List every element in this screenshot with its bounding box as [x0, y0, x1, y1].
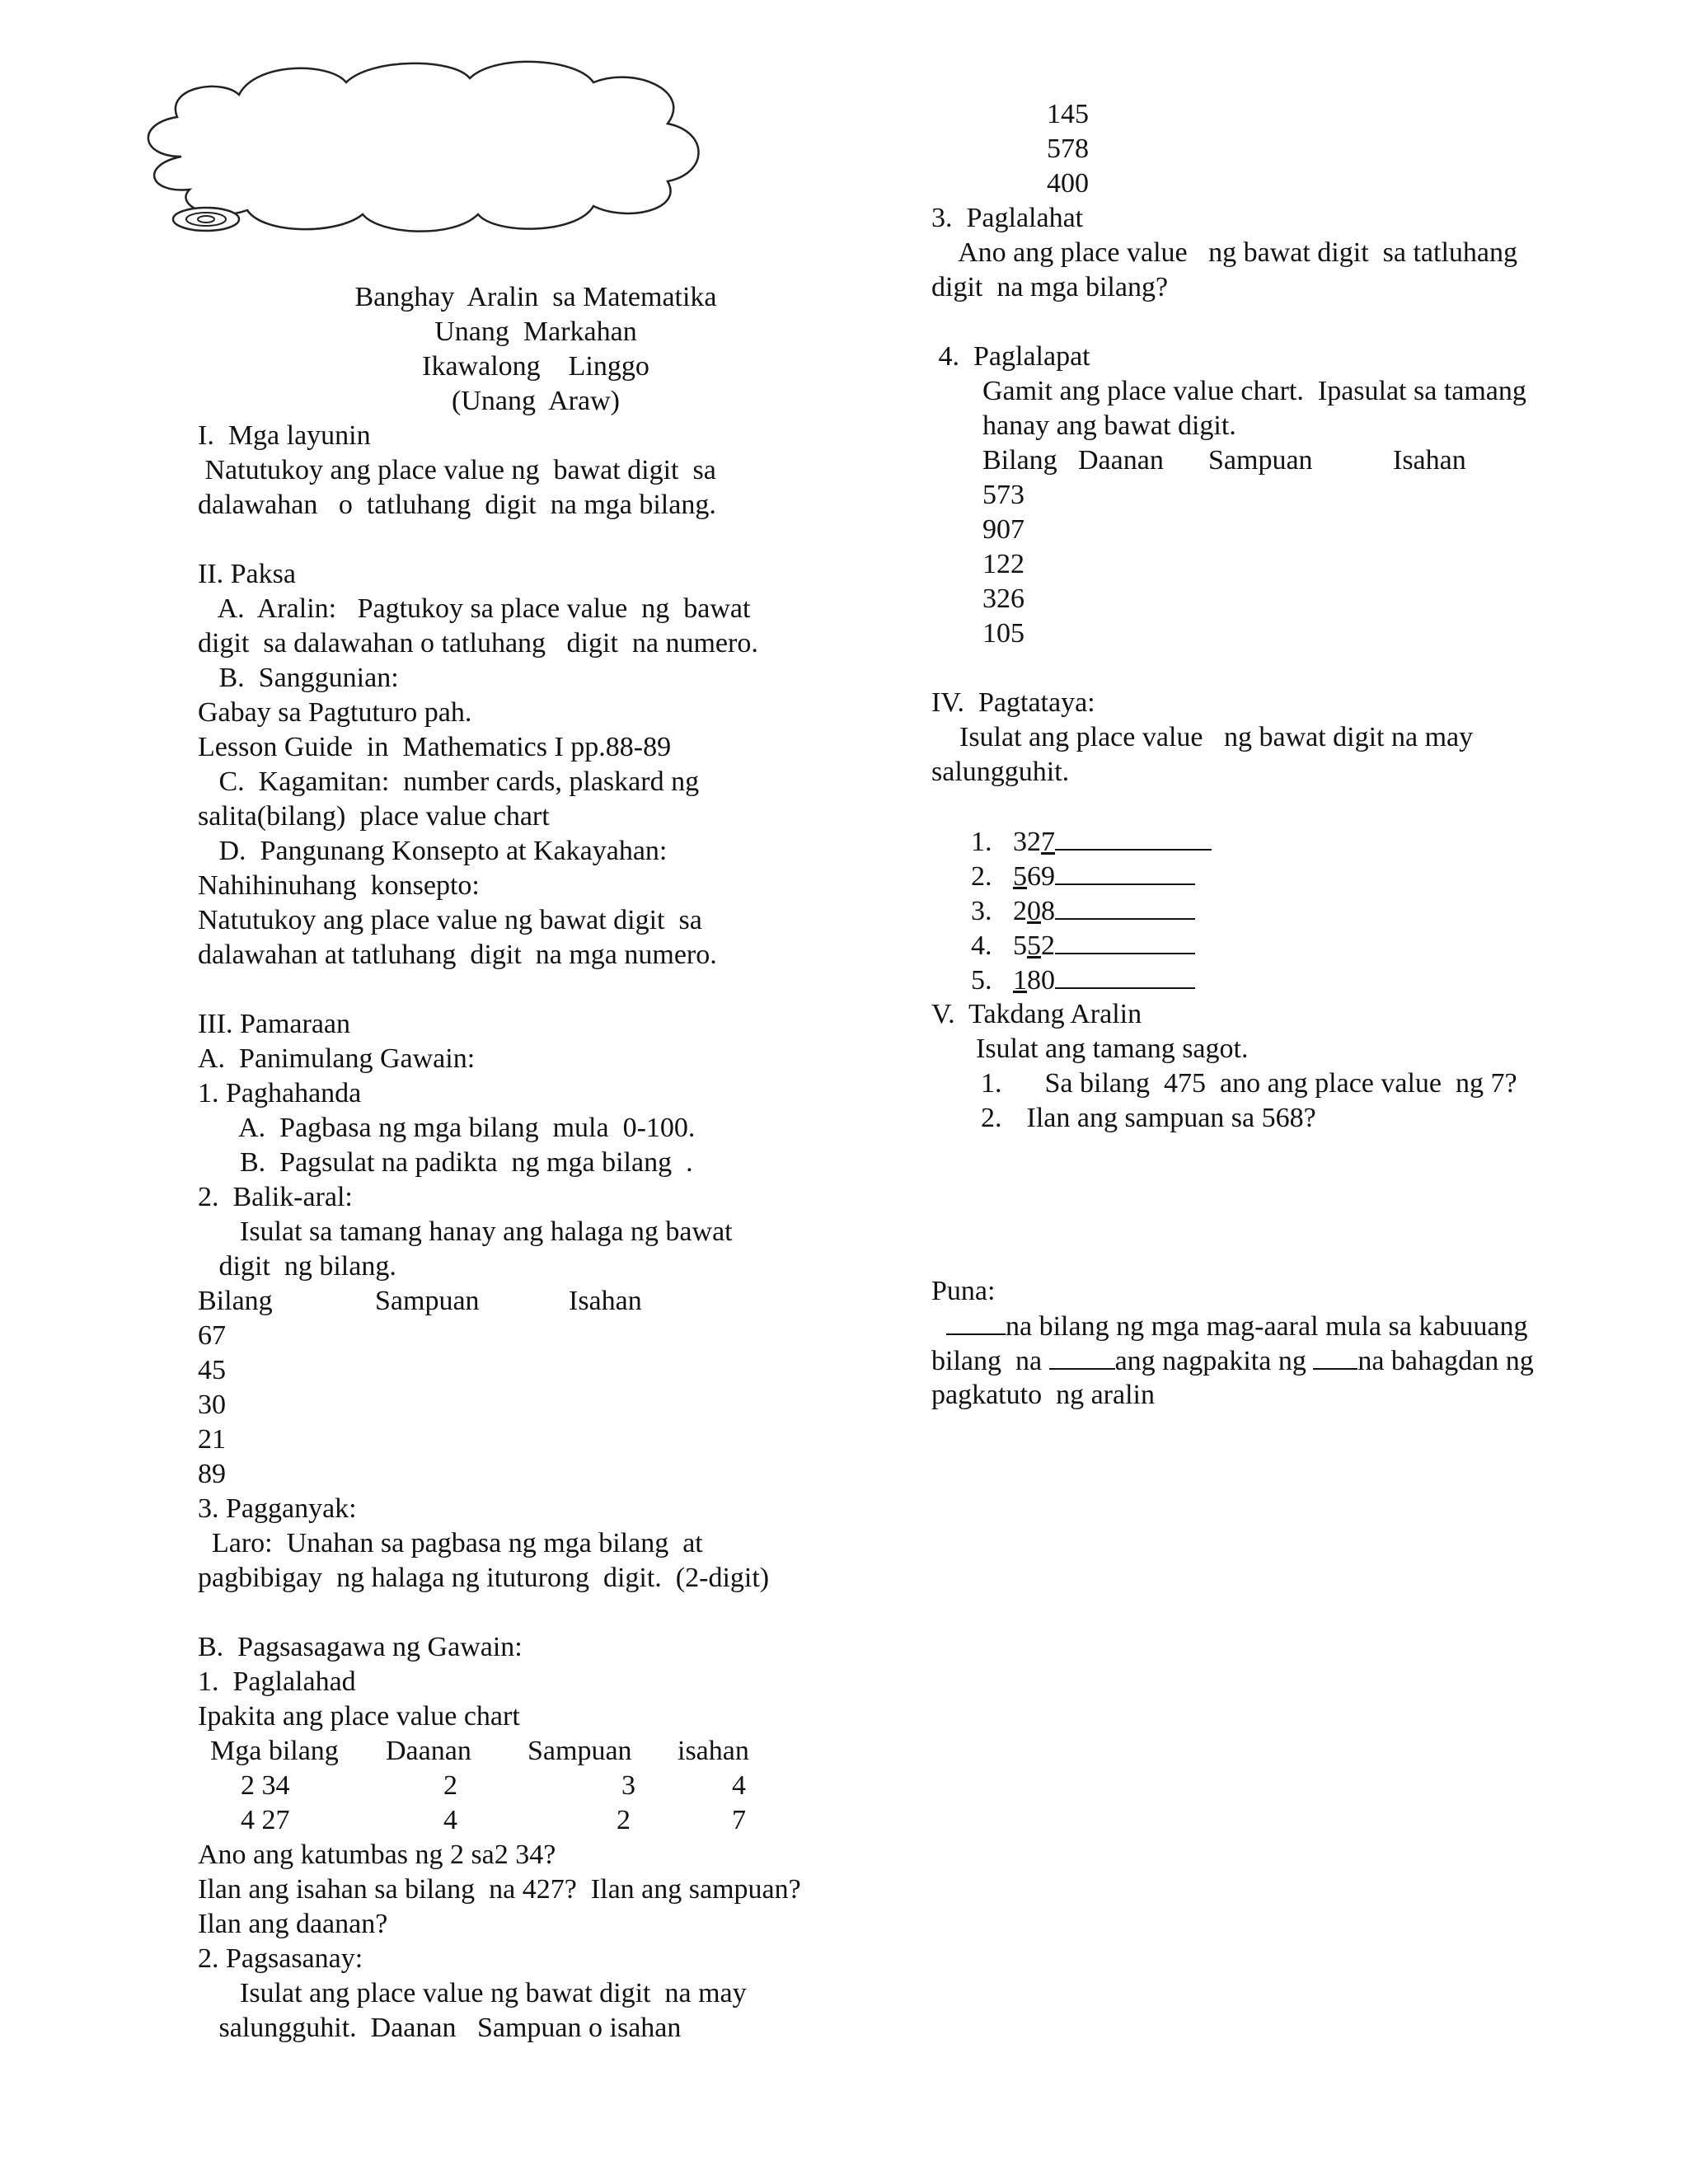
procedure-line: Ano ang place value ng bawat digit sa tatluhang: [931, 237, 1517, 268]
procedure-line: Ipakita ang place value chart: [198, 1701, 520, 1732]
list-item: 105: [982, 618, 1025, 649]
list-item: 67: [198, 1320, 226, 1351]
subject-line: Natutukoy ang place value ng bawat digit sa: [198, 905, 702, 935]
list-item: 578: [1047, 134, 1089, 164]
table-cell: 3: [621, 1770, 635, 1801]
subject-line: dalawahan at tatluhang digit na mga numero.: [198, 940, 717, 970]
item-number: 5.: [971, 965, 992, 996]
table-cell: 2: [617, 1805, 631, 1835]
evaluation-heading: IV. Pagtataya:: [931, 687, 1095, 718]
list-item: 21: [198, 1424, 226, 1455]
procedure-line: B. Pagsulat na padikta ng mga bilang .: [198, 1147, 693, 1178]
objectives-text: Natutukoy ang place value ng bawat digit sa: [198, 455, 716, 485]
table-header: Daanan: [1078, 445, 1164, 476]
subject-line: Gabay sa Pagtuturo pah.: [198, 697, 472, 728]
subject-line: D. Pangunang Konsepto at Kakayahan:: [198, 836, 668, 866]
subject-line: Nahihinuhang konsepto:: [198, 870, 480, 901]
table-header: Mga bilang: [210, 1736, 339, 1766]
item-digits: 8: [1041, 896, 1055, 926]
procedure-line: Isulat sa tamang hanay ang halaga ng bawat: [198, 1216, 733, 1247]
remarks-blank[interactable]: [946, 1309, 1006, 1335]
remarks-line: bilang na ang nagpakita ng na bahagdan ng: [931, 1343, 1534, 1379]
list-item: 907: [982, 514, 1025, 545]
table-cell: 4: [443, 1805, 457, 1835]
table-header: Sampuan: [528, 1736, 632, 1766]
item-number: 2.: [971, 861, 992, 892]
remarks-line: na bilang ng mga mag-aaral mula sa kabuuang: [946, 1309, 1528, 1344]
list-item: 145: [1047, 99, 1089, 129]
subject-line: digit sa dalawahan o tatluhang digit na numero.: [198, 628, 758, 658]
table-cell: 4: [732, 1770, 746, 1801]
table-header: Daanan: [386, 1736, 471, 1766]
underlined-digit: 5: [1013, 861, 1027, 892]
procedure-line: Isulat ang place value ng bawat digit na may: [198, 1978, 747, 2008]
underlined-digit: 5: [1027, 930, 1041, 961]
underlined-digit: 1: [1013, 965, 1027, 996]
list-item: 30: [198, 1390, 226, 1420]
assignment-heading: V. Takdang Aralin: [931, 999, 1142, 1029]
procedure-line: salungguhit. Daanan Sampuan o isahan: [198, 2013, 682, 2043]
procedure-line: A. Panimulang Gawain:: [198, 1043, 476, 1074]
item-digits: 5: [1013, 930, 1027, 961]
table-header: isahan: [678, 1736, 749, 1766]
item-number: 4.: [971, 930, 992, 961]
procedure-line: 1. Paghahanda: [198, 1078, 362, 1108]
table-cell: 2: [443, 1770, 457, 1801]
procedure-line: digit ng bilang.: [198, 1251, 396, 1282]
subject-line: salita(bilang) place value chart: [198, 801, 550, 832]
procedure-line: Ilan ang isahan sa bilang na 427? Ilan ang sampuan?: [198, 1874, 801, 1905]
answer-blank[interactable]: [1055, 963, 1195, 989]
list-item: 45: [198, 1355, 226, 1385]
table-header: Bilang: [198, 1286, 273, 1316]
table-cell: 4 27: [241, 1805, 290, 1835]
remarks-blank[interactable]: [1049, 1343, 1115, 1370]
item-number: 1.: [971, 827, 992, 857]
procedure-line: B. Pagsasagawa ng Gawain:: [198, 1632, 523, 1662]
procedure-line: hanay ang bawat digit.: [982, 410, 1236, 441]
procedure-line: A. Pagbasa ng mga bilang mula 0-100.: [198, 1113, 696, 1143]
list-item: 326: [982, 583, 1025, 614]
item-number: 3.: [971, 896, 992, 926]
page-title: Banghay Aralin sa Matematika: [354, 282, 717, 312]
list-item: 122: [982, 549, 1025, 579]
table-cell: 7: [732, 1805, 746, 1835]
item-digits: 32: [1013, 827, 1041, 857]
objectives-text: dalawahan o tatluhang digit na mga bilang.: [198, 490, 716, 520]
list-item: 573: [982, 480, 1025, 510]
item-digits: 2: [1041, 930, 1055, 961]
procedure-line: Gamit ang place value chart. Ipasulat sa tamang: [982, 376, 1526, 406]
list-item: 89: [198, 1459, 226, 1489]
procedure-line: 3. Paglalahat: [931, 203, 1084, 233]
table-header: Sampuan: [1208, 445, 1313, 476]
procedure-line: 2. Balik-aral:: [198, 1182, 353, 1212]
list-item: 400: [1047, 168, 1089, 199]
evaluation-text: Isulat ang place value ng bawat digit na may: [931, 722, 1474, 752]
assignment-item: 2. Ilan ang sampuan sa 568?: [981, 1103, 1316, 1133]
assignment-text: Isulat ang tamang sagot.: [976, 1033, 1249, 1064]
quarter-label: Unang Markahan: [434, 316, 637, 347]
underlined-digit: 0: [1027, 896, 1041, 926]
item-digits: 80: [1027, 965, 1055, 996]
table-header: Bilang: [982, 445, 1057, 476]
remarks-blank[interactable]: [1313, 1343, 1357, 1370]
subject-line: C. Kagamitan: number cards, plaskard ng: [198, 766, 700, 797]
table-header: Sampuan: [375, 1286, 480, 1316]
subject-line: A. Aralin: Pagtukoy sa place value ng bawat: [198, 593, 751, 624]
remarks-line: pagkatuto ng aralin: [931, 1380, 1155, 1410]
procedure-line: Laro: Unahan sa pagbasa ng mga bilang at: [198, 1528, 703, 1558]
assignment-item: 1. Sa bilang 475 ano ang place value ng 7?: [981, 1068, 1517, 1099]
table-header: Isahan: [1393, 445, 1466, 476]
procedure-line: Ilan ang daanan?: [198, 1909, 388, 1939]
subject-heading: II. Paksa: [198, 559, 296, 589]
procedure-line: 1. Paglalahad: [198, 1666, 356, 1697]
procedure-line: 4. Paglalapat: [931, 341, 1090, 372]
procedure-line: 2. Pagsasanay:: [198, 1943, 363, 1974]
subject-line: Lesson Guide in Mathematics I pp.88-89: [198, 732, 672, 762]
evaluation-text: salungguhit.: [931, 757, 1070, 787]
table-cell: 2 34: [241, 1770, 290, 1801]
day-label: (Unang Araw): [452, 386, 620, 416]
remarks-heading: Puna:: [931, 1276, 996, 1306]
underlined-digit: 7: [1041, 827, 1055, 857]
item-digits: 2: [1013, 896, 1027, 926]
procedure-line: digit na mga bilang?: [931, 272, 1169, 302]
procedure-line: pagbibigay ng halaga ng ituturong digit. (2-digit): [198, 1563, 770, 1593]
item-digits: 69: [1027, 861, 1055, 892]
procedure-line: 3. Pagganyak:: [198, 1493, 357, 1524]
objectives-heading: I. Mga layunin: [198, 420, 371, 451]
table-header: Isahan: [569, 1286, 642, 1316]
cloud-scroll-icon: [132, 58, 725, 247]
procedure-heading: III. Pamaraan: [198, 1009, 351, 1039]
week-label: Ikawalong Linggo: [422, 351, 649, 382]
subject-line: B. Sanggunian:: [198, 663, 399, 693]
procedure-line: Ano ang katumbas ng 2 sa2 34?: [198, 1840, 556, 1870]
